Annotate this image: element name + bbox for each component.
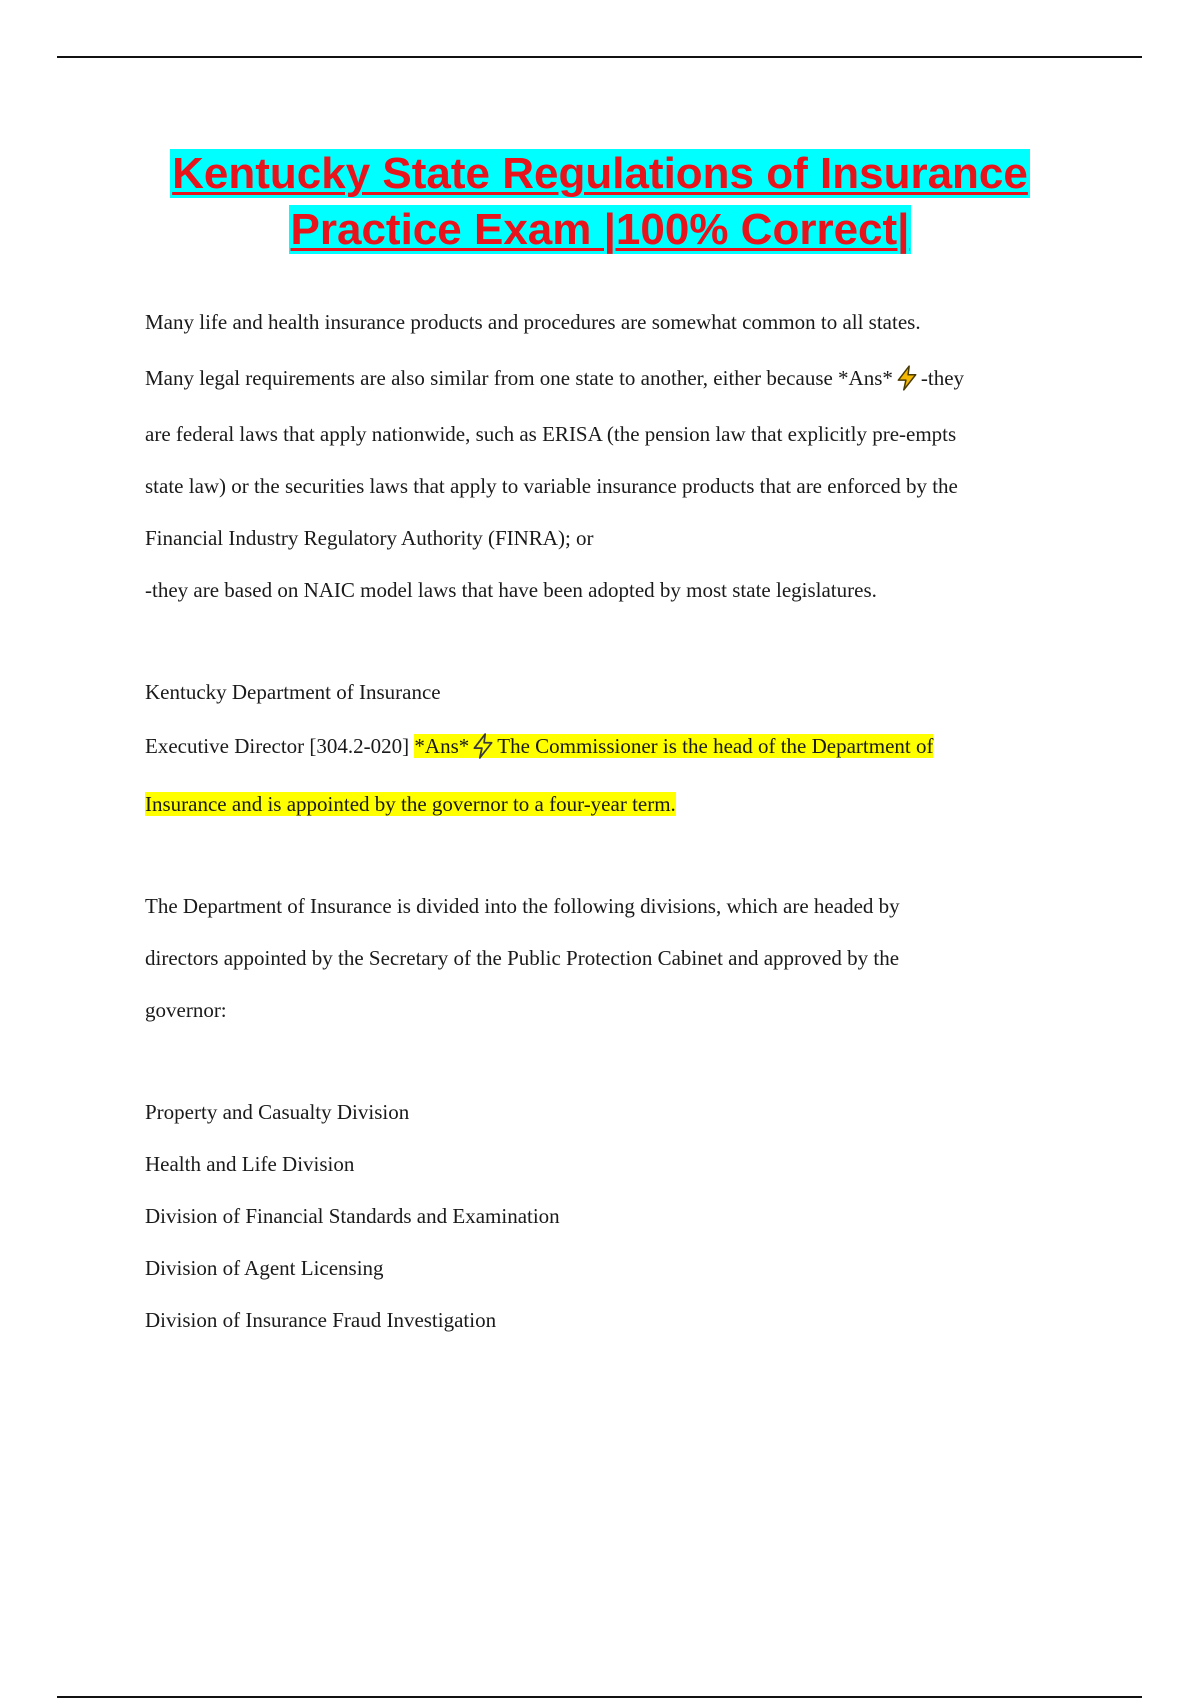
- division-item: Division of Agent Licensing: [145, 1256, 384, 1280]
- qa-answer-line-1: The Commissioner is the head of the Department of: [497, 734, 934, 758]
- lightning-bolt-icon: [470, 733, 496, 759]
- document-title: [100, 146, 1100, 258]
- bottom-rule: [57, 1696, 1142, 1698]
- document-title-line-2: Practice Exam |100% Correct|: [290, 205, 910, 254]
- intro-line-6: -they are based on NAIC model laws that have been adopted by most state legislatures.: [145, 578, 877, 602]
- divisions-intro-line-1: The Department of Insurance is divided into the following divisions, which are headed by: [145, 894, 900, 918]
- division-item: Health and Life Division: [145, 1152, 355, 1176]
- top-rule: [57, 56, 1142, 58]
- lightning-bolt-icon: [894, 365, 920, 391]
- qa-line-1: [145, 732, 933, 760]
- intro-line-2-tail: -they: [920, 366, 965, 390]
- qa-answer-highlight: [414, 734, 933, 758]
- division-item: Property and Casualty Division: [145, 1100, 410, 1124]
- document-title-line-1: Kentucky State Regulations of Insurance: [172, 149, 1028, 198]
- intro-line-5: Financial Industry Regulatory Authority (FINRA); or: [145, 526, 594, 550]
- intro-line-1: Many life and health insurance products and procedures are somewhat common to all states.: [145, 310, 921, 334]
- division-item: Division of Financial Standards and Examination: [145, 1204, 560, 1228]
- intro-line-2-text: Many legal requirements are also similar from one state to another, either because *Ans*: [145, 366, 893, 390]
- qa-answer-line-2: Insurance and is appointed by the governor to a four-year term.: [145, 792, 676, 816]
- intro-line-4: state law) or the securities laws that apply to variable insurance products that are enforced by the: [145, 474, 958, 498]
- division-item: Division of Insurance Fraud Investigation: [145, 1308, 497, 1332]
- intro-line-3: are federal laws that apply nationwide, such as ERISA (the pension law that explicitly pre-empts: [145, 422, 957, 446]
- divisions-intro-line-3: governor:: [145, 998, 227, 1022]
- qa-answer-prefix: *Ans*: [414, 734, 470, 758]
- divisions-intro-line-2: directors appointed by the Secretary of the Public Protection Cabinet and approved by the: [145, 946, 900, 970]
- department-heading: Kentucky Department of Insurance: [145, 680, 441, 704]
- intro-line-2: [145, 364, 964, 392]
- qa-line-2: [145, 790, 676, 818]
- qa-question: Executive Director [304.2-020]: [145, 734, 410, 758]
